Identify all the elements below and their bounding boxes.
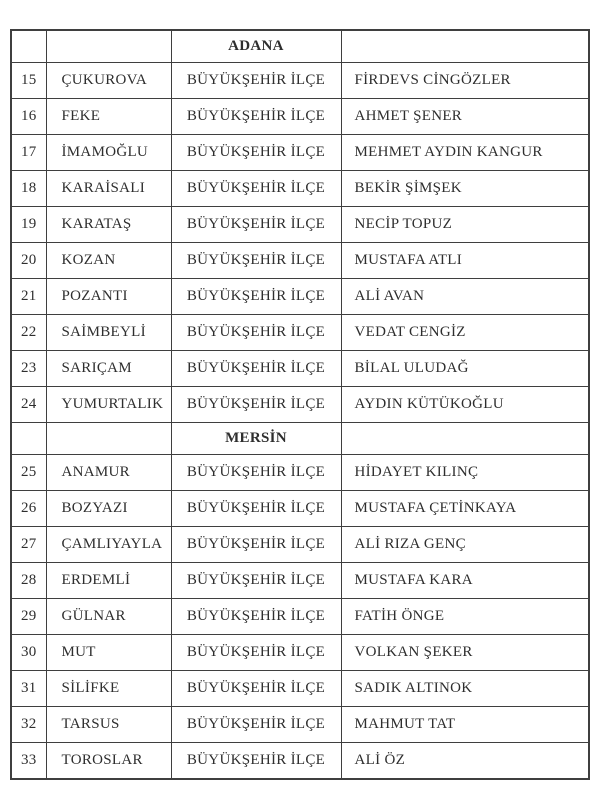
cell-district: İMAMOĞLU <box>46 135 171 171</box>
cell-no: 23 <box>11 351 46 387</box>
cell-name: SADIK ALTINOK <box>341 671 589 707</box>
table-row <box>11 135 589 171</box>
cell-no: 27 <box>11 527 46 563</box>
cell-district: SİLİFKE <box>46 671 171 707</box>
section-empty-no-cell <box>11 30 46 63</box>
cell-type: BÜYÜKŞEHİR İLÇE <box>171 135 341 171</box>
table-row <box>11 387 589 423</box>
cell-district: ÇUKUROVA <box>46 63 171 99</box>
cell-name: FATİH ÖNGE <box>341 599 589 635</box>
cell-type: BÜYÜKŞEHİR İLÇE <box>171 243 341 279</box>
cell-district: TARSUS <box>46 707 171 743</box>
cell-no: 32 <box>11 707 46 743</box>
cell-no: 21 <box>11 279 46 315</box>
table-row <box>11 671 589 707</box>
cell-district: KARATAŞ <box>46 207 171 243</box>
cell-no: 26 <box>11 491 46 527</box>
table-row <box>11 599 589 635</box>
section-header-row <box>11 423 589 455</box>
cell-no: 19 <box>11 207 46 243</box>
cell-name: MAHMUT TAT <box>341 707 589 743</box>
cell-name: VOLKAN ŞEKER <box>341 635 589 671</box>
cell-no: 29 <box>11 599 46 635</box>
cell-district: FEKE <box>46 99 171 135</box>
cell-district: KARAİSALI <box>46 171 171 207</box>
cell-no: 30 <box>11 635 46 671</box>
cell-no: 17 <box>11 135 46 171</box>
cell-type: BÜYÜKŞEHİR İLÇE <box>171 63 341 99</box>
cell-type: BÜYÜKŞEHİR İLÇE <box>171 315 341 351</box>
cell-district: YUMURTALIK <box>46 387 171 423</box>
cell-type: BÜYÜKŞEHİR İLÇE <box>171 207 341 243</box>
cell-name: MUSTAFA ÇETİNKAYA <box>341 491 589 527</box>
table-row <box>11 743 589 780</box>
table-row <box>11 455 589 491</box>
cell-name: MEHMET AYDIN KANGUR <box>341 135 589 171</box>
cell-type: BÜYÜKŞEHİR İLÇE <box>171 491 341 527</box>
cell-district: SARIÇAM <box>46 351 171 387</box>
table-row <box>11 207 589 243</box>
cell-type: BÜYÜKŞEHİR İLÇE <box>171 635 341 671</box>
table-row <box>11 351 589 387</box>
cell-no: 24 <box>11 387 46 423</box>
cell-type: BÜYÜKŞEHİR İLÇE <box>171 171 341 207</box>
table-row <box>11 491 589 527</box>
table-row <box>11 635 589 671</box>
section-empty-no-cell <box>11 423 46 455</box>
table-row <box>11 171 589 207</box>
cell-district: BOZYAZI <box>46 491 171 527</box>
cell-type: BÜYÜKŞEHİR İLÇE <box>171 387 341 423</box>
cell-name: AYDIN KÜTÜKOĞLU <box>341 387 589 423</box>
cell-name: BEKİR ŞİMŞEK <box>341 171 589 207</box>
cell-district: TOROSLAR <box>46 743 171 780</box>
cell-district: ERDEMLİ <box>46 563 171 599</box>
cell-name: FİRDEVS CİNGÖZLER <box>341 63 589 99</box>
cell-district: SAİMBEYLİ <box>46 315 171 351</box>
cell-type: BÜYÜKŞEHİR İLÇE <box>171 351 341 387</box>
table-row <box>11 63 589 99</box>
table-row <box>11 99 589 135</box>
cell-name: MUSTAFA ATLI <box>341 243 589 279</box>
cell-no: 31 <box>11 671 46 707</box>
cell-type: BÜYÜKŞEHİR İLÇE <box>171 527 341 563</box>
cell-district: ÇAMLIYAYLA <box>46 527 171 563</box>
cell-no: 18 <box>11 171 46 207</box>
cell-district: POZANTI <box>46 279 171 315</box>
table-row <box>11 527 589 563</box>
section-header-label: MERSİN <box>171 423 341 455</box>
district-candidates-table <box>10 29 590 780</box>
section-empty-name-cell <box>341 30 589 63</box>
cell-type: BÜYÜKŞEHİR İLÇE <box>171 99 341 135</box>
cell-name: ALİ RIZA GENÇ <box>341 527 589 563</box>
section-header-row <box>11 30 589 63</box>
cell-district: ANAMUR <box>46 455 171 491</box>
cell-no: 20 <box>11 243 46 279</box>
cell-no: 28 <box>11 563 46 599</box>
cell-district: KOZAN <box>46 243 171 279</box>
cell-name: VEDAT CENGİZ <box>341 315 589 351</box>
cell-name: ALİ ÖZ <box>341 743 589 780</box>
cell-name: BİLAL ULUDAĞ <box>341 351 589 387</box>
cell-no: 33 <box>11 743 46 780</box>
cell-name: NECİP TOPUZ <box>341 207 589 243</box>
table-row <box>11 279 589 315</box>
cell-district: GÜLNAR <box>46 599 171 635</box>
cell-name: AHMET ŞENER <box>341 99 589 135</box>
cell-type: BÜYÜKŞEHİR İLÇE <box>171 563 341 599</box>
cell-name: ALİ AVAN <box>341 279 589 315</box>
table-row <box>11 243 589 279</box>
cell-name: MUSTAFA KARA <box>341 563 589 599</box>
cell-type: BÜYÜKŞEHİR İLÇE <box>171 279 341 315</box>
table-row <box>11 707 589 743</box>
cell-type: BÜYÜKŞEHİR İLÇE <box>171 743 341 780</box>
cell-type: BÜYÜKŞEHİR İLÇE <box>171 707 341 743</box>
table-row <box>11 563 589 599</box>
section-empty-name-cell <box>341 423 589 455</box>
cell-district: MUT <box>46 635 171 671</box>
table-body <box>11 30 589 779</box>
cell-no: 15 <box>11 63 46 99</box>
cell-no: 16 <box>11 99 46 135</box>
cell-name: HİDAYET KILINÇ <box>341 455 589 491</box>
cell-type: BÜYÜKŞEHİR İLÇE <box>171 455 341 491</box>
section-header-label: ADANA <box>171 30 341 63</box>
cell-type: BÜYÜKŞEHİR İLÇE <box>171 599 341 635</box>
cell-no: 22 <box>11 315 46 351</box>
table-row <box>11 315 589 351</box>
section-empty-district-cell <box>46 30 171 63</box>
cell-no: 25 <box>11 455 46 491</box>
section-empty-district-cell <box>46 423 171 455</box>
cell-type: BÜYÜKŞEHİR İLÇE <box>171 671 341 707</box>
